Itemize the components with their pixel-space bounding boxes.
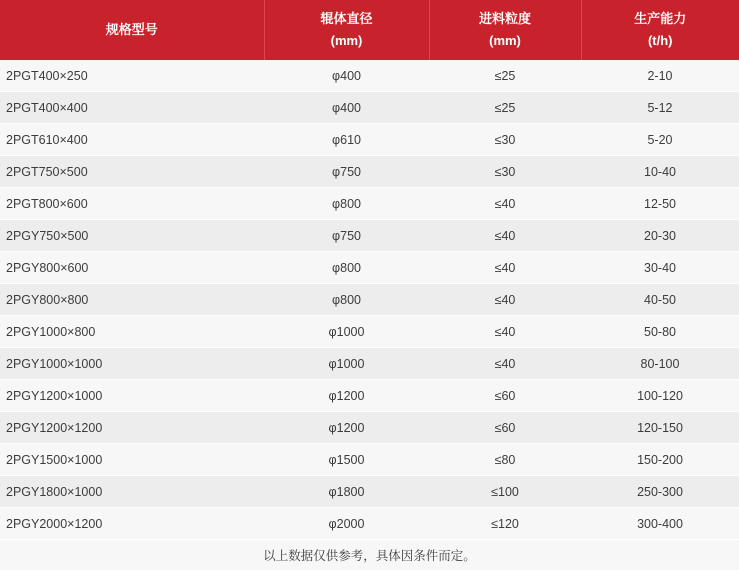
cell-capacity: 150-200 — [581, 444, 739, 476]
table-header-row — [0, 0, 739, 60]
cell-diameter: φ1200 — [264, 380, 429, 412]
cell-model: 2PGY1200×1000 — [0, 380, 264, 412]
cell-model: 2PGY1000×800 — [0, 316, 264, 348]
cell-diameter: φ400 — [264, 92, 429, 124]
column-header-capacity-unit: (t/h) — [586, 30, 736, 52]
cell-diameter: φ1200 — [264, 412, 429, 444]
table-row — [0, 444, 739, 476]
cell-feed: ≤80 — [429, 444, 581, 476]
cell-feed: ≤40 — [429, 348, 581, 380]
cell-model: 2PGY750×500 — [0, 220, 264, 252]
cell-capacity: 50-80 — [581, 316, 739, 348]
cell-model: 2PGT750×500 — [0, 156, 264, 188]
table-row — [0, 124, 739, 156]
column-header-capacity-title: 生产能力 — [634, 11, 686, 26]
cell-diameter: φ1800 — [264, 476, 429, 508]
cell-capacity: 120-150 — [581, 412, 739, 444]
cell-feed: ≤60 — [429, 380, 581, 412]
cell-capacity: 2-10 — [581, 60, 739, 92]
cell-diameter: φ2000 — [264, 508, 429, 540]
table-note: 以上数据仅供参考，具体因条件而定。 — [0, 540, 739, 570]
cell-feed: ≤60 — [429, 412, 581, 444]
cell-model: 2PGY800×800 — [0, 284, 264, 316]
cell-capacity: 5-20 — [581, 124, 739, 156]
cell-feed: ≤120 — [429, 508, 581, 540]
column-header-roll-diameter-unit: (mm) — [269, 30, 425, 52]
cell-diameter: φ800 — [264, 188, 429, 220]
cell-capacity: 5-12 — [581, 92, 739, 124]
cell-model: 2PGY1000×1000 — [0, 348, 264, 380]
cell-capacity: 250-300 — [581, 476, 739, 508]
table-body — [0, 60, 739, 570]
cell-feed: ≤40 — [429, 316, 581, 348]
cell-diameter: φ1500 — [264, 444, 429, 476]
cell-capacity: 300-400 — [581, 508, 739, 540]
cell-capacity: 100-120 — [581, 380, 739, 412]
column-header-roll-diameter-title: 辊体直径 — [320, 11, 372, 26]
column-header-model — [0, 0, 264, 60]
cell-diameter: φ750 — [264, 156, 429, 188]
cell-feed: ≤40 — [429, 188, 581, 220]
cell-feed: ≤40 — [429, 220, 581, 252]
cell-diameter: φ400 — [264, 60, 429, 92]
column-header-feed-size-title: 进料粒度 — [479, 11, 531, 26]
table-row — [0, 348, 739, 380]
cell-feed: ≤25 — [429, 60, 581, 92]
column-header-capacity — [581, 0, 739, 60]
cell-capacity: 30-40 — [581, 252, 739, 284]
cell-model: 2PGT400×250 — [0, 60, 264, 92]
cell-diameter: φ1000 — [264, 348, 429, 380]
cell-feed: ≤40 — [429, 284, 581, 316]
cell-feed: ≤40 — [429, 252, 581, 284]
table-row — [0, 220, 739, 252]
table-row — [0, 508, 739, 540]
cell-diameter: φ1000 — [264, 316, 429, 348]
cell-model: 2PGT400×400 — [0, 92, 264, 124]
table-row — [0, 252, 739, 284]
cell-feed: ≤30 — [429, 156, 581, 188]
table-row — [0, 284, 739, 316]
cell-capacity: 10-40 — [581, 156, 739, 188]
table-row — [0, 60, 739, 92]
table-row — [0, 412, 739, 444]
table-row — [0, 316, 739, 348]
cell-capacity: 12-50 — [581, 188, 739, 220]
cell-model: 2PGY2000×1200 — [0, 508, 264, 540]
table-row — [0, 380, 739, 412]
cell-diameter: φ610 — [264, 124, 429, 156]
cell-model: 2PGY1500×1000 — [0, 444, 264, 476]
table-row — [0, 188, 739, 220]
cell-diameter: φ750 — [264, 220, 429, 252]
cell-feed: ≤25 — [429, 92, 581, 124]
table-row — [0, 92, 739, 124]
column-header-roll-diameter — [264, 0, 429, 60]
cell-diameter: φ800 — [264, 252, 429, 284]
cell-feed: ≤30 — [429, 124, 581, 156]
cell-diameter: φ800 — [264, 284, 429, 316]
cell-feed: ≤100 — [429, 476, 581, 508]
cell-model: 2PGY1200×1200 — [0, 412, 264, 444]
cell-model: 2PGT610×400 — [0, 124, 264, 156]
cell-capacity: 40-50 — [581, 284, 739, 316]
table-row — [0, 476, 739, 508]
column-header-model-title: 规格型号 — [106, 22, 158, 37]
cell-model: 2PGT800×600 — [0, 188, 264, 220]
table-note-row — [0, 540, 739, 570]
table-row — [0, 156, 739, 188]
table-header — [0, 0, 739, 60]
cell-capacity: 20-30 — [581, 220, 739, 252]
column-header-feed-size — [429, 0, 581, 60]
cell-model: 2PGY800×600 — [0, 252, 264, 284]
column-header-feed-size-unit: (mm) — [434, 30, 577, 52]
cell-model: 2PGY1800×1000 — [0, 476, 264, 508]
cell-capacity: 80-100 — [581, 348, 739, 380]
